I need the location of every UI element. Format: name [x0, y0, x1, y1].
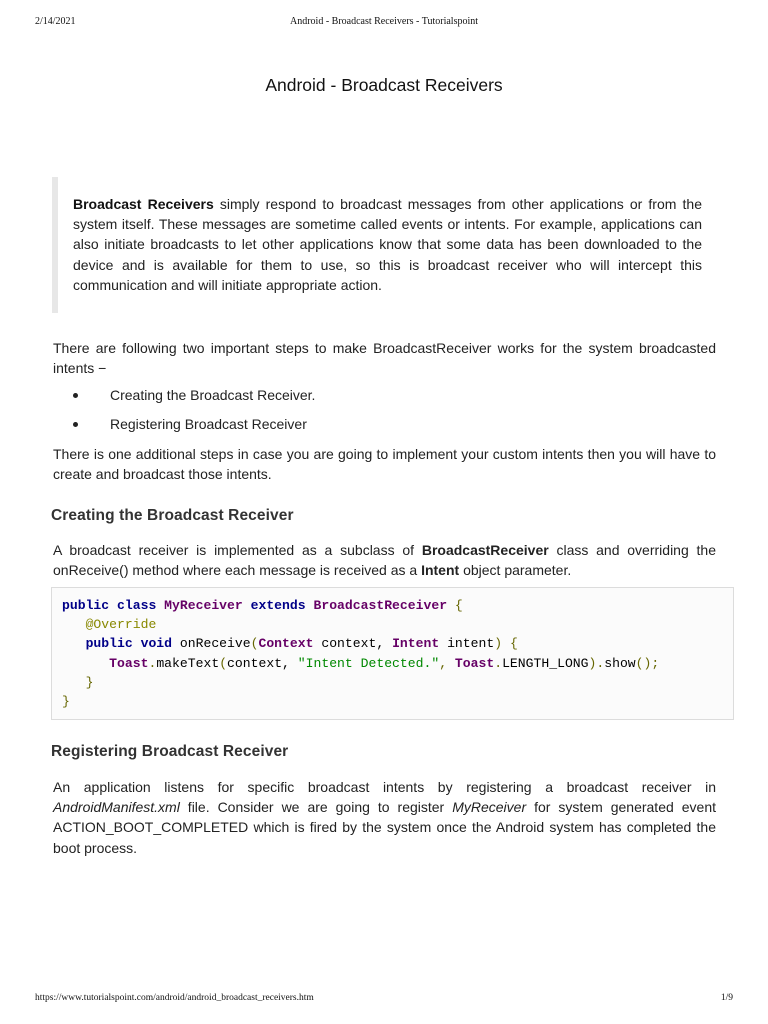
code-line: public void onReceive(Context context, Intent intent) { [85, 636, 518, 652]
print-header [0, 16, 768, 30]
text-span: object parameter. [459, 562, 572, 579]
text-span: class and overriding the onReceive() method where each message is received as a [53, 542, 716, 579]
print-date: 2/14/2021 [35, 16, 76, 27]
manifest-file: AndroidManifest.xml [53, 799, 180, 816]
bullet-icon [73, 393, 78, 398]
list-item-label: Registering Broadcast Receiver [110, 416, 307, 432]
intro-text [73, 194, 702, 295]
receiver-name: MyReceiver [452, 799, 527, 816]
code-line: } [85, 674, 94, 690]
section-heading-registering: Registering Broadcast Receiver [51, 743, 289, 760]
intro-bold: Broadcast Receivers [73, 196, 214, 212]
intro-callout [52, 177, 716, 313]
registering-text [53, 777, 716, 858]
intent-term: Intent [421, 562, 460, 579]
text-span: for system generated event ACTION_BOOT_COMPLETED which is fired by the system once the Android system has completed the boot process. [53, 799, 716, 856]
code-line: public class MyReceiver extends BroadcastReceiver { [62, 598, 463, 613]
code-block [51, 587, 734, 720]
text-span: A broadcast receiver is implemented as a subclass of [53, 542, 422, 558]
list-item [53, 385, 716, 414]
additional-steps-text: There is one additional steps in case you are going to implement your custom intents then you will have to create and broadcast those intents. [53, 446, 716, 483]
intro-body: simply respond to broadcast messages from other applications or from the system itself. These messages are sometime called events or intents. For example, applications can also initiate broadcasts to let other applications know that some data has been downloaded to the device and is available for them to use, so this is broadcast receiver who will intercept this communication and will initiate appropriate action. [73, 196, 702, 293]
print-footer [0, 993, 768, 1007]
print-url: https://www.tutorialspoint.com/android/android_broadcast_receivers.htm [35, 993, 314, 1003]
code-line: Toast.makeText(context, "Intent Detected.", Toast.LENGTH_LONG).show(); [109, 655, 660, 671]
list-item [53, 414, 716, 443]
page-title: Android - Broadcast Receivers [265, 75, 503, 95]
section-heading-creating: Creating the Broadcast Receiver [51, 507, 294, 524]
code-line: } [62, 694, 70, 710]
bullet-icon [73, 422, 78, 427]
page-number: 1/9 [720, 993, 733, 1003]
text-span: An application listens for specific broadcast intents by registering a broadcast receiver in [53, 779, 716, 795]
text-span: file. Consider we are going to register [179, 799, 453, 816]
print-title: Android - Broadcast Receivers - Tutorialspoint [289, 16, 479, 27]
creating-text [53, 540, 716, 580]
code-line: @Override [85, 617, 157, 633]
steps-intro: There are following two important steps to make BroadcastReceiver works for the system broadcasted intents − [53, 340, 716, 377]
class-name: BroadcastReceiver [421, 542, 549, 558]
steps-list [53, 385, 716, 443]
list-item-label: Creating the Broadcast Receiver. [110, 387, 316, 403]
